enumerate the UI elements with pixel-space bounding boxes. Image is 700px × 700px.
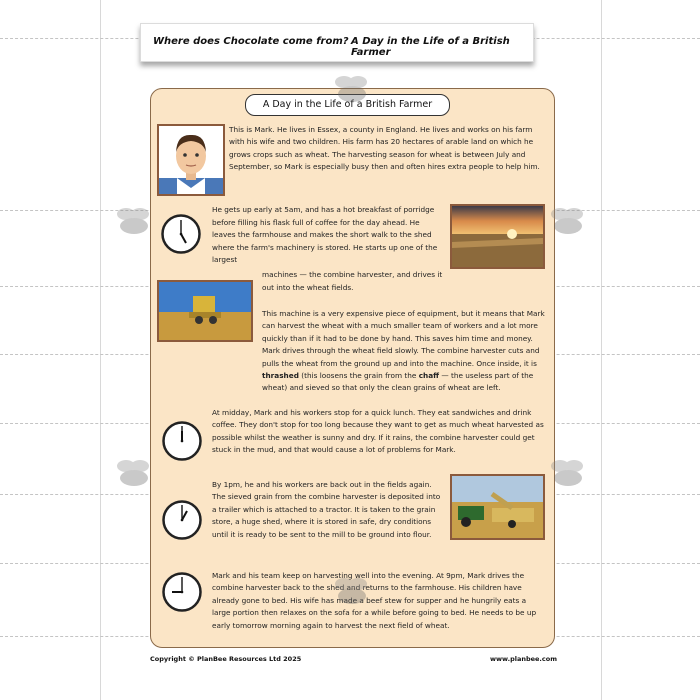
machine-text-a: This machine is a very expensive piece of equipment, but it means that Mark can harvest the wheat with a much smaller team of workers and a lot more quickly than if it had to be done by hand. This saves him time and money. Mark drives through the wheat field slowly. The combine harvester cuts and pulls the wheat from the ground up and into the machine. Once inside, it is: [262, 309, 545, 368]
bee-watermark-icon: [112, 456, 156, 488]
morning-paragraph-continued: machines — the combine harvester, and drives it out into the wheat fields.: [262, 270, 443, 292]
header-right-title: A Day in the Life of a British Farmer: [351, 36, 510, 58]
evening-paragraph: Mark and his team keep on harvesting well into the evening. At 9pm, Mark drives the combine harvester back to the shed and returns to the farmhouse. His children have already gone to bed. His wife has made a beef stew for supper and he hungrily eats a large portion then relaxes on the sofa for a while before going to bed. He needs to be up early tomorrow morning again to harvest the next field of wheat.: [212, 571, 537, 630]
clock-5am-icon: [161, 214, 201, 254]
midday-paragraph: At midday, Mark and his workers stop for a quick lunch. They eat sandwiches and drink coffee. They don't stop for too long because they want to get as much wheat harvested as possible whilst the weather is sunny and dry. If it rains, the combine harvester could get stuck in the mud, and that would cause a lot of problems for Mark.: [212, 408, 544, 455]
grain-trailer-photo: [450, 474, 545, 540]
clock-midday-icon: [162, 421, 202, 461]
header-left-title: Where does Chocolate come from?: [153, 36, 349, 47]
machine-text-b: (this loosens the grain from the: [301, 371, 417, 381]
intro-paragraph: This is Mark. He lives in Essex, a county in England. He lives and works on his farm with his wife and two children. His farm has 20 hectares of arable land on which he grows crops such as wheat. The harvesting season for wheat is between July and September, so Mark is especially busy then and often hires extra people to help him.: [229, 125, 540, 172]
bee-watermark-icon: [546, 456, 590, 488]
farmer-avatar: [157, 124, 225, 196]
combine-harvester-photo: [157, 280, 253, 342]
bee-watermark-icon: [330, 574, 374, 606]
clock-9pm-icon: [162, 572, 202, 612]
machine-paragraph: [262, 308, 545, 395]
chaff-term: chaff: [418, 371, 440, 381]
panel-title: A Day in the Life of a British Farmer: [245, 94, 450, 116]
footer-copyright: Copyright © PlanBee Resources Ltd 2025: [150, 655, 302, 663]
footer-website-link[interactable]: www.planbee.com: [490, 655, 557, 663]
header-bar: [140, 23, 534, 62]
bee-watermark-icon: [112, 204, 156, 236]
machine-text-c: — the useless part of the wheat) and sieved so that only the clean grains of wheat are left.: [262, 371, 534, 393]
wheat-field-sunset-photo: [450, 204, 545, 269]
thrashed-term: thrashed: [262, 371, 299, 381]
bee-watermark-icon: [330, 72, 374, 104]
clock-1pm-icon: [162, 500, 202, 540]
morning-paragraph: He gets up early at 5am, and has a hot breakfast of porridge before filling his flask full of coffee for the day ahead. He leaves the farmhouse and makes the short walk to the shed where the farm's machinery is stored. He starts up one of the largest: [212, 205, 438, 265]
afternoon-paragraph: By 1pm, he and his workers are back out in the fields again. The sieved grain from the combine harvester is deposited into a trailer which is attached to a tractor. It is taken to the grain store, a huge shed, where it is stored in safe, dry conditions until it is ready to be sent to the mill to be ground into flour.: [212, 480, 441, 539]
bee-watermark-icon: [546, 204, 590, 236]
